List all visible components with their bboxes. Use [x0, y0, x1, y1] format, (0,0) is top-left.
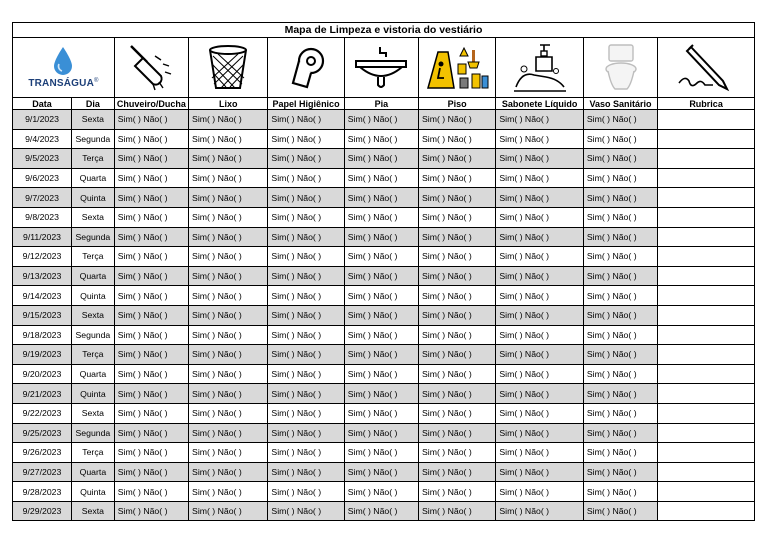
shower-icon [125, 42, 177, 94]
table-row [13, 129, 755, 149]
sink-check-cell[interactable]: Sim( ) Não( ) [344, 501, 418, 521]
floor-check-cell[interactable]: Sim( ) Não( ) [419, 384, 496, 404]
day-cell: Segunda [72, 129, 115, 149]
signature-cell[interactable] [658, 384, 755, 404]
toilet-paper-check-cell[interactable]: Sim( ) Não( ) [268, 247, 344, 267]
day-cell: Terça [72, 345, 115, 365]
sink-check-cell[interactable]: Sim( ) Não( ) [344, 403, 418, 423]
liquid-soap-check-cell[interactable]: Sim( ) Não( ) [496, 462, 584, 482]
table-row [13, 423, 755, 443]
trash-check-cell[interactable]: Sim( ) Não( ) [189, 286, 268, 306]
trash-check-cell[interactable]: Sim( ) Não( ) [189, 403, 268, 423]
shower-check-cell[interactable]: Sim( ) Não( ) [114, 247, 188, 267]
signature-cell[interactable] [658, 188, 755, 208]
table-row [13, 482, 755, 502]
day-cell: Quinta [72, 384, 115, 404]
day-cell: Segunda [72, 325, 115, 345]
shower-check-cell[interactable]: Sim( ) Não( ) [114, 501, 188, 521]
header-floor: Piso [419, 98, 496, 110]
floor-check-cell[interactable]: Sim( ) Não( ) [419, 305, 496, 325]
floor-check-cell[interactable]: Sim( ) Não( ) [419, 423, 496, 443]
toilet-check-cell[interactable]: Sim( ) Não( ) [583, 227, 657, 247]
toilet-check-cell[interactable]: Sim( ) Não( ) [583, 364, 657, 384]
day-cell: Quinta [72, 188, 115, 208]
liquid-soap-check-cell[interactable]: Sim( ) Não( ) [496, 247, 584, 267]
sink-check-cell[interactable]: Sim( ) Não( ) [344, 266, 418, 286]
signature-cell[interactable] [658, 286, 755, 306]
toilet-paper-check-cell[interactable]: Sim( ) Não( ) [268, 266, 344, 286]
trash-check-cell[interactable]: Sim( ) Não( ) [189, 364, 268, 384]
shower-check-cell[interactable]: Sim( ) Não( ) [114, 482, 188, 502]
trash-check-cell[interactable]: Sim( ) Não( ) [189, 168, 268, 188]
toilet-paper-check-cell[interactable]: Sim( ) Não( ) [268, 345, 344, 365]
inspection-sheet [12, 22, 755, 521]
sink-check-cell[interactable]: Sim( ) Não( ) [344, 286, 418, 306]
liquid-soap-check-cell[interactable]: Sim( ) Não( ) [496, 149, 584, 169]
header-toilet: Vaso Sanitário [583, 98, 657, 110]
toilet-paper-check-cell[interactable]: Sim( ) Não( ) [268, 149, 344, 169]
trash-check-cell[interactable]: Sim( ) Não( ) [189, 325, 268, 345]
signature-cell[interactable] [658, 305, 755, 325]
wet-floor-icon [424, 44, 490, 92]
floor-check-cell[interactable]: Sim( ) Não( ) [419, 227, 496, 247]
trash-check-cell[interactable]: Sim( ) Não( ) [189, 305, 268, 325]
toilet-check-cell[interactable]: Sim( ) Não( ) [583, 110, 657, 130]
toilet-paper-check-cell[interactable]: Sim( ) Não( ) [268, 286, 344, 306]
trash-check-cell[interactable]: Sim( ) Não( ) [189, 247, 268, 267]
toilet-check-cell[interactable]: Sim( ) Não( ) [583, 305, 657, 325]
liquid-soap-check-cell[interactable]: Sim( ) Não( ) [496, 168, 584, 188]
sink-check-cell[interactable]: Sim( ) Não( ) [344, 482, 418, 502]
toilet-paper-check-cell[interactable]: Sim( ) Não( ) [268, 325, 344, 345]
toilet-check-cell[interactable]: Sim( ) Não( ) [583, 403, 657, 423]
table-row [13, 207, 755, 227]
cleaning-map-table [12, 22, 755, 521]
date-cell: 9/21/2023 [13, 384, 72, 404]
trash-bin-icon [204, 42, 252, 94]
trash-check-cell[interactable]: Sim( ) Não( ) [189, 227, 268, 247]
floor-check-cell[interactable]: Sim( ) Não( ) [419, 247, 496, 267]
trash-check-cell[interactable]: Sim( ) Não( ) [189, 188, 268, 208]
floor-check-cell[interactable]: Sim( ) Não( ) [419, 286, 496, 306]
table-row [13, 188, 755, 208]
signature-cell[interactable] [658, 482, 755, 502]
toilet-paper-check-cell[interactable]: Sim( ) Não( ) [268, 482, 344, 502]
water-drop-icon [51, 46, 75, 76]
floor-check-cell[interactable]: Sim( ) Não( ) [419, 266, 496, 286]
shower-check-cell[interactable]: Sim( ) Não( ) [114, 443, 188, 463]
header-date: Data [13, 98, 72, 110]
toilet-check-cell[interactable]: Sim( ) Não( ) [583, 482, 657, 502]
shower-check-cell[interactable]: Sim( ) Não( ) [114, 266, 188, 286]
toilet-check-cell[interactable]: Sim( ) Não( ) [583, 247, 657, 267]
header-shower: Chuveiro/Ducha [114, 98, 188, 110]
date-cell: 9/12/2023 [13, 247, 72, 267]
toilet-paper-check-cell[interactable]: Sim( ) Não( ) [268, 423, 344, 443]
signature-cell[interactable] [658, 207, 755, 227]
day-cell: Segunda [72, 423, 115, 443]
trash-check-cell[interactable]: Sim( ) Não( ) [189, 110, 268, 130]
sink-check-cell[interactable]: Sim( ) Não( ) [344, 168, 418, 188]
signature-icon-cell [658, 38, 755, 98]
sink-icon [352, 43, 410, 93]
table-row [13, 227, 755, 247]
header-sink: Pia [344, 98, 418, 110]
floor-check-cell[interactable]: Sim( ) Não( ) [419, 149, 496, 169]
toilet-paper-check-cell[interactable]: Sim( ) Não( ) [268, 110, 344, 130]
floor-check-cell[interactable]: Sim( ) Não( ) [419, 207, 496, 227]
date-cell: 9/8/2023 [13, 207, 72, 227]
liquid-soap-check-cell[interactable]: Sim( ) Não( ) [496, 266, 584, 286]
liquid-soap-check-cell[interactable]: Sim( ) Não( ) [496, 443, 584, 463]
soap-icon-cell [496, 38, 584, 98]
liquid-soap-check-cell[interactable]: Sim( ) Não( ) [496, 345, 584, 365]
toilet-check-cell[interactable]: Sim( ) Não( ) [583, 345, 657, 365]
shower-check-cell[interactable]: Sim( ) Não( ) [114, 364, 188, 384]
shower-check-cell[interactable]: Sim( ) Não( ) [114, 227, 188, 247]
liquid-soap-check-cell[interactable]: Sim( ) Não( ) [496, 482, 584, 502]
table-row [13, 345, 755, 365]
liquid-soap-check-cell[interactable]: Sim( ) Não( ) [496, 501, 584, 521]
toilet-check-cell[interactable]: Sim( ) Não( ) [583, 384, 657, 404]
liquid-soap-check-cell[interactable]: Sim( ) Não( ) [496, 129, 584, 149]
liquid-soap-check-cell[interactable]: Sim( ) Não( ) [496, 325, 584, 345]
logo-text: TRANSÁGUA [28, 78, 94, 89]
table-row [13, 110, 755, 130]
signature-cell[interactable] [658, 325, 755, 345]
toilet-check-cell[interactable]: Sim( ) Não( ) [583, 501, 657, 521]
liquid-soap-check-cell[interactable]: Sim( ) Não( ) [496, 227, 584, 247]
toilet-paper-icon [281, 43, 331, 93]
trash-icon-cell [189, 38, 268, 98]
floor-check-cell[interactable]: Sim( ) Não( ) [419, 168, 496, 188]
toilet-check-cell[interactable]: Sim( ) Não( ) [583, 462, 657, 482]
sink-check-cell[interactable]: Sim( ) Não( ) [344, 207, 418, 227]
sink-check-cell[interactable]: Sim( ) Não( ) [344, 149, 418, 169]
toilet-icon [599, 41, 643, 95]
trash-check-cell[interactable]: Sim( ) Não( ) [189, 501, 268, 521]
toilet-check-cell[interactable]: Sim( ) Não( ) [583, 443, 657, 463]
date-cell: 9/26/2023 [13, 443, 72, 463]
day-cell: Quarta [72, 266, 115, 286]
date-cell: 9/20/2023 [13, 364, 72, 384]
toilet-paper-check-cell[interactable]: Sim( ) Não( ) [268, 501, 344, 521]
day-cell: Terça [72, 149, 115, 169]
date-cell: 9/27/2023 [13, 462, 72, 482]
floor-check-cell[interactable]: Sim( ) Não( ) [419, 110, 496, 130]
date-cell: 9/7/2023 [13, 188, 72, 208]
shower-check-cell[interactable]: Sim( ) Não( ) [114, 207, 188, 227]
sink-check-cell[interactable]: Sim( ) Não( ) [344, 110, 418, 130]
day-cell: Sexta [72, 403, 115, 423]
floor-check-cell[interactable]: Sim( ) Não( ) [419, 462, 496, 482]
day-cell: Quinta [72, 482, 115, 502]
shower-check-cell[interactable]: Sim( ) Não( ) [114, 462, 188, 482]
date-cell: 9/15/2023 [13, 305, 72, 325]
floor-check-cell[interactable]: Sim( ) Não( ) [419, 325, 496, 345]
date-cell: 9/18/2023 [13, 325, 72, 345]
signature-cell[interactable] [658, 149, 755, 169]
liquid-soap-check-cell[interactable]: Sim( ) Não( ) [496, 305, 584, 325]
shower-check-cell[interactable]: Sim( ) Não( ) [114, 168, 188, 188]
liquid-soap-check-cell[interactable]: Sim( ) Não( ) [496, 207, 584, 227]
toilet-paper-check-cell[interactable]: Sim( ) Não( ) [268, 443, 344, 463]
sink-check-cell[interactable]: Sim( ) Não( ) [344, 305, 418, 325]
toilet-paper-check-cell[interactable]: Sim( ) Não( ) [268, 129, 344, 149]
table-row [13, 286, 755, 306]
table-row [13, 462, 755, 482]
day-cell: Sexta [72, 207, 115, 227]
floor-check-cell[interactable]: Sim( ) Não( ) [419, 443, 496, 463]
signature-cell[interactable] [658, 501, 755, 521]
floor-check-cell[interactable]: Sim( ) Não( ) [419, 345, 496, 365]
signature-cell[interactable] [658, 462, 755, 482]
shower-check-cell[interactable]: Sim( ) Não( ) [114, 286, 188, 306]
toilet-check-cell[interactable]: Sim( ) Não( ) [583, 266, 657, 286]
trash-check-cell[interactable]: Sim( ) Não( ) [189, 443, 268, 463]
date-cell: 9/28/2023 [13, 482, 72, 502]
date-cell: 9/1/2023 [13, 110, 72, 130]
floor-check-cell[interactable]: Sim( ) Não( ) [419, 482, 496, 502]
pen-signature-icon [677, 41, 735, 95]
trash-check-cell[interactable]: Sim( ) Não( ) [189, 266, 268, 286]
table-row [13, 384, 755, 404]
day-cell: Quinta [72, 286, 115, 306]
liquid-soap-check-cell[interactable]: Sim( ) Não( ) [496, 286, 584, 306]
sink-check-cell[interactable]: Sim( ) Não( ) [344, 345, 418, 365]
floor-check-cell[interactable]: Sim( ) Não( ) [419, 188, 496, 208]
header-signature: Rubrica [658, 98, 755, 110]
sheet-title: Mapa de Limpeza e vistoria do vestiário [13, 23, 755, 38]
toilet-check-cell[interactable]: Sim( ) Não( ) [583, 149, 657, 169]
liquid-soap-icon [510, 41, 570, 95]
floor-check-cell[interactable]: Sim( ) Não( ) [419, 403, 496, 423]
floor-check-cell[interactable]: Sim( ) Não( ) [419, 129, 496, 149]
header-day: Dia [72, 98, 115, 110]
table-row [13, 403, 755, 423]
trash-check-cell[interactable]: Sim( ) Não( ) [189, 423, 268, 443]
signature-cell[interactable] [658, 345, 755, 365]
liquid-soap-check-cell[interactable]: Sim( ) Não( ) [496, 188, 584, 208]
shower-check-cell[interactable]: Sim( ) Não( ) [114, 345, 188, 365]
table-row [13, 305, 755, 325]
day-cell: Terça [72, 247, 115, 267]
inspection-rows [13, 110, 755, 521]
table-row [13, 266, 755, 286]
day-cell: Segunda [72, 227, 115, 247]
toilet-check-cell[interactable]: Sim( ) Não( ) [583, 325, 657, 345]
signature-cell[interactable] [658, 443, 755, 463]
floor-check-cell[interactable]: Sim( ) Não( ) [419, 364, 496, 384]
liquid-soap-check-cell[interactable]: Sim( ) Não( ) [496, 384, 584, 404]
sink-check-cell[interactable]: Sim( ) Não( ) [344, 462, 418, 482]
sink-check-cell[interactable]: Sim( ) Não( ) [344, 423, 418, 443]
date-cell: 9/25/2023 [13, 423, 72, 443]
liquid-soap-check-cell[interactable]: Sim( ) Não( ) [496, 364, 584, 384]
shower-check-cell[interactable]: Sim( ) Não( ) [114, 325, 188, 345]
day-cell: Sexta [72, 110, 115, 130]
date-cell: 9/14/2023 [13, 286, 72, 306]
shower-check-cell[interactable]: Sim( ) Não( ) [114, 129, 188, 149]
toilet-check-cell[interactable]: Sim( ) Não( ) [583, 286, 657, 306]
table-row [13, 364, 755, 384]
toilet-paper-check-cell[interactable]: Sim( ) Não( ) [268, 168, 344, 188]
table-row [13, 149, 755, 169]
date-cell: 9/13/2023 [13, 266, 72, 286]
signature-cell[interactable] [658, 403, 755, 423]
day-cell: Terça [72, 443, 115, 463]
liquid-soap-check-cell[interactable]: Sim( ) Não( ) [496, 110, 584, 130]
toilet-paper-check-cell[interactable]: Sim( ) Não( ) [268, 227, 344, 247]
trash-check-cell[interactable]: Sim( ) Não( ) [189, 345, 268, 365]
column-header-row [13, 98, 755, 110]
floor-icon-cell [419, 38, 496, 98]
toilet-check-cell[interactable]: Sim( ) Não( ) [583, 168, 657, 188]
day-cell: Quarta [72, 168, 115, 188]
toilet-check-cell[interactable]: Sim( ) Não( ) [583, 129, 657, 149]
shower-check-cell[interactable]: Sim( ) Não( ) [114, 188, 188, 208]
date-cell: 9/22/2023 [13, 403, 72, 423]
sink-check-cell[interactable]: Sim( ) Não( ) [344, 443, 418, 463]
toilet-paper-check-cell[interactable]: Sim( ) Não( ) [268, 207, 344, 227]
shower-check-cell[interactable]: Sim( ) Não( ) [114, 423, 188, 443]
trash-check-cell[interactable]: Sim( ) Não( ) [189, 462, 268, 482]
toilet-paper-check-cell[interactable]: Sim( ) Não( ) [268, 188, 344, 208]
table-row [13, 501, 755, 521]
date-cell: 9/11/2023 [13, 227, 72, 247]
signature-cell[interactable] [658, 110, 755, 130]
trash-check-cell[interactable]: Sim( ) Não( ) [189, 129, 268, 149]
trash-check-cell[interactable]: Sim( ) Não( ) [189, 207, 268, 227]
date-cell: 9/19/2023 [13, 345, 72, 365]
shower-check-cell[interactable]: Sim( ) Não( ) [114, 149, 188, 169]
table-row [13, 168, 755, 188]
toilet-paper-check-cell[interactable]: Sim( ) Não( ) [268, 364, 344, 384]
toilet-check-cell[interactable]: Sim( ) Não( ) [583, 188, 657, 208]
header-liquid-soap: Sabonete Líquido [496, 98, 584, 110]
trash-check-cell[interactable]: Sim( ) Não( ) [189, 482, 268, 502]
toilet-check-cell[interactable]: Sim( ) Não( ) [583, 207, 657, 227]
liquid-soap-check-cell[interactable]: Sim( ) Não( ) [496, 403, 584, 423]
table-row [13, 325, 755, 345]
toilet-check-cell[interactable]: Sim( ) Não( ) [583, 423, 657, 443]
sink-check-cell[interactable]: Sim( ) Não( ) [344, 129, 418, 149]
toilet-paper-check-cell[interactable]: Sim( ) Não( ) [268, 305, 344, 325]
sink-check-cell[interactable]: Sim( ) Não( ) [344, 364, 418, 384]
trash-check-cell[interactable]: Sim( ) Não( ) [189, 149, 268, 169]
toilet-icon-cell [583, 38, 657, 98]
sink-check-cell[interactable]: Sim( ) Não( ) [344, 384, 418, 404]
date-cell: 9/6/2023 [13, 168, 72, 188]
shower-icon-cell [114, 38, 188, 98]
shower-check-cell[interactable]: Sim( ) Não( ) [114, 110, 188, 130]
toilet-paper-check-cell[interactable]: Sim( ) Não( ) [268, 462, 344, 482]
sink-check-cell[interactable]: Sim( ) Não( ) [344, 325, 418, 345]
signature-cell[interactable] [658, 129, 755, 149]
table-row [13, 247, 755, 267]
toilet-paper-check-cell[interactable]: Sim( ) Não( ) [268, 403, 344, 423]
sink-check-cell[interactable]: Sim( ) Não( ) [344, 188, 418, 208]
signature-cell[interactable] [658, 266, 755, 286]
day-cell: Sexta [72, 305, 115, 325]
toilet-paper-icon-cell [268, 38, 344, 98]
day-cell: Quarta [72, 364, 115, 384]
liquid-soap-check-cell[interactable]: Sim( ) Não( ) [496, 423, 584, 443]
signature-cell[interactable] [658, 227, 755, 247]
signature-cell[interactable] [658, 423, 755, 443]
registered-mark: ® [94, 78, 99, 84]
shower-check-cell[interactable]: Sim( ) Não( ) [114, 384, 188, 404]
header-toilet-paper: Papel Higiênico [268, 98, 344, 110]
shower-check-cell[interactable]: Sim( ) Não( ) [114, 403, 188, 423]
table-row [13, 443, 755, 463]
day-cell: Sexta [72, 501, 115, 521]
sink-check-cell[interactable]: Sim( ) Não( ) [344, 247, 418, 267]
date-cell: 9/5/2023 [13, 149, 72, 169]
signature-cell[interactable] [658, 168, 755, 188]
signature-cell[interactable] [658, 247, 755, 267]
company-logo [13, 38, 115, 98]
header-trash: Lixo [189, 98, 268, 110]
shower-check-cell[interactable]: Sim( ) Não( ) [114, 305, 188, 325]
signature-cell[interactable] [658, 364, 755, 384]
toilet-paper-check-cell[interactable]: Sim( ) Não( ) [268, 384, 344, 404]
sink-check-cell[interactable]: Sim( ) Não( ) [344, 227, 418, 247]
date-cell: 9/4/2023 [13, 129, 72, 149]
day-cell: Quarta [72, 462, 115, 482]
trash-check-cell[interactable]: Sim( ) Não( ) [189, 384, 268, 404]
date-cell: 9/29/2023 [13, 501, 72, 521]
sink-icon-cell [344, 38, 418, 98]
floor-check-cell[interactable]: Sim( ) Não( ) [419, 501, 496, 521]
